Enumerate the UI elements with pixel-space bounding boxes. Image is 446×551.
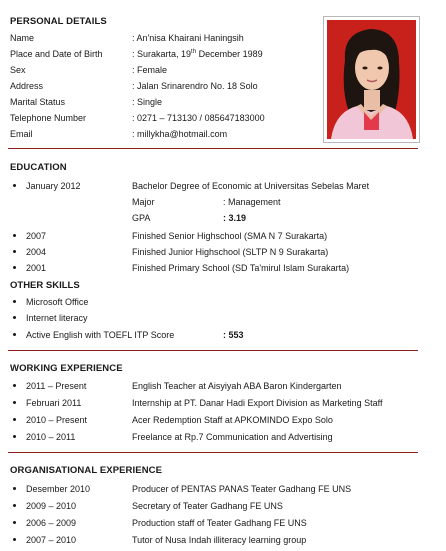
profile-photo — [327, 20, 416, 139]
work-period: 2010 – 2011 — [26, 432, 76, 442]
field-label: Email — [10, 129, 33, 139]
education-period: 2001 — [26, 263, 47, 273]
bullet-icon — [13, 435, 16, 438]
section-divider — [8, 452, 418, 453]
work-period: Februari 2011 — [26, 398, 82, 408]
bullet-icon — [13, 401, 16, 404]
work-description: Acer Redemption Staff at APKOMINDO Expo Solo — [132, 415, 333, 425]
work-period: 2010 – Present — [26, 415, 88, 425]
bullet-icon — [13, 184, 16, 187]
work-description: Freelance at Rp.7 Communication and Advertising — [132, 432, 333, 442]
bullet-icon — [13, 504, 16, 507]
skill-label: Internet literacy — [26, 313, 88, 323]
bullet-icon — [13, 234, 16, 237]
major-value: : Management — [223, 197, 281, 207]
gpa-label: GPA — [132, 213, 151, 223]
bullet-icon — [13, 250, 16, 253]
other-skills-heading: OTHER SKILLS — [10, 280, 80, 291]
personal-details-heading: PERSONAL DETAILS — [10, 16, 107, 27]
org-description: Secretary of Teater Gadhang FE UNS — [132, 501, 283, 511]
field-label: Telephone Number — [10, 113, 87, 123]
bullet-icon — [13, 300, 16, 303]
profile-photo-frame — [323, 16, 420, 143]
work-description: Internship at PT. Danar Hadi Export Division as Marketing Staff — [132, 398, 383, 408]
work-description: English Teacher at Aisyiyah ABA Baron Kindergarten — [132, 381, 342, 391]
field-value: : An'nisa Khairani Haningsih — [132, 33, 244, 43]
bullet-icon — [13, 538, 16, 541]
field-label: Marital Status — [10, 97, 66, 107]
org-description: Tutor of Nusa Indah illiteracy learning group — [132, 535, 307, 545]
field-value: : Jalan Srinarendro No. 18 Solo — [132, 81, 258, 91]
gpa-value: : 3.19 — [223, 213, 247, 223]
field-value: : Surakarta, 19th December 1989 — [132, 49, 263, 59]
org-period: 2007 – 2010 — [26, 535, 77, 545]
education-heading: EDUCATION — [10, 162, 67, 173]
bullet-icon — [13, 266, 16, 269]
toefl-score: : 553 — [223, 330, 244, 340]
bullet-icon — [13, 333, 16, 336]
field-value: : Female — [132, 65, 168, 75]
work-period: 2011 – Present — [26, 381, 87, 391]
org-period: Desember 2010 — [26, 484, 91, 494]
education-description: Finished Senior Highschool (SMA N 7 Surakarta) — [132, 231, 328, 241]
major-label: Major — [132, 197, 155, 207]
bullet-icon — [13, 487, 16, 490]
bullet-icon — [13, 521, 16, 524]
section-divider — [8, 350, 418, 351]
org-period: 2009 – 2010 — [26, 501, 77, 511]
field-label: Address — [10, 81, 44, 91]
skill-label: Active English with TOEFL ITP Score — [26, 330, 175, 340]
field-value: : Single — [132, 97, 163, 107]
education-period: January 2012 — [26, 181, 81, 191]
education-period: 2004 — [26, 247, 47, 257]
bullet-icon — [13, 316, 16, 319]
organisational-experience-heading: ORGANISATIONAL EXPERIENCE — [10, 465, 163, 476]
bullet-icon — [13, 384, 16, 387]
field-label: Place and Date of Birth — [10, 49, 103, 59]
portrait-illustration — [327, 20, 416, 139]
field-value: : millykha@hotmail.com — [132, 129, 228, 139]
bullet-icon — [13, 418, 16, 421]
field-value: : 0271 – 713130 / 085647183000 — [132, 113, 265, 123]
field-label: Name — [10, 33, 35, 43]
education-description: Finished Primary School (SD Ta'mirul Islam Surakarta) — [132, 263, 350, 273]
education-description: Bachelor Degree of Economic at Universitas Sebelas Maret — [132, 181, 370, 191]
org-description: Producer of PENTAS PANAS Teater Gadhang FE UNS — [132, 484, 352, 494]
education-period: 2007 — [26, 231, 47, 241]
org-period: 2006 – 2009 — [26, 518, 77, 528]
working-experience-heading: WORKING EXPERIENCE — [10, 363, 123, 374]
skill-label: Microsoft Office — [26, 297, 89, 307]
org-description: Production staff of Teater Gadhang FE UNS — [132, 518, 307, 528]
field-label: Sex — [10, 65, 26, 75]
education-description: Finished Junior Highschool (SLTP N 9 Surakarta) — [132, 247, 329, 257]
section-divider — [8, 148, 418, 149]
